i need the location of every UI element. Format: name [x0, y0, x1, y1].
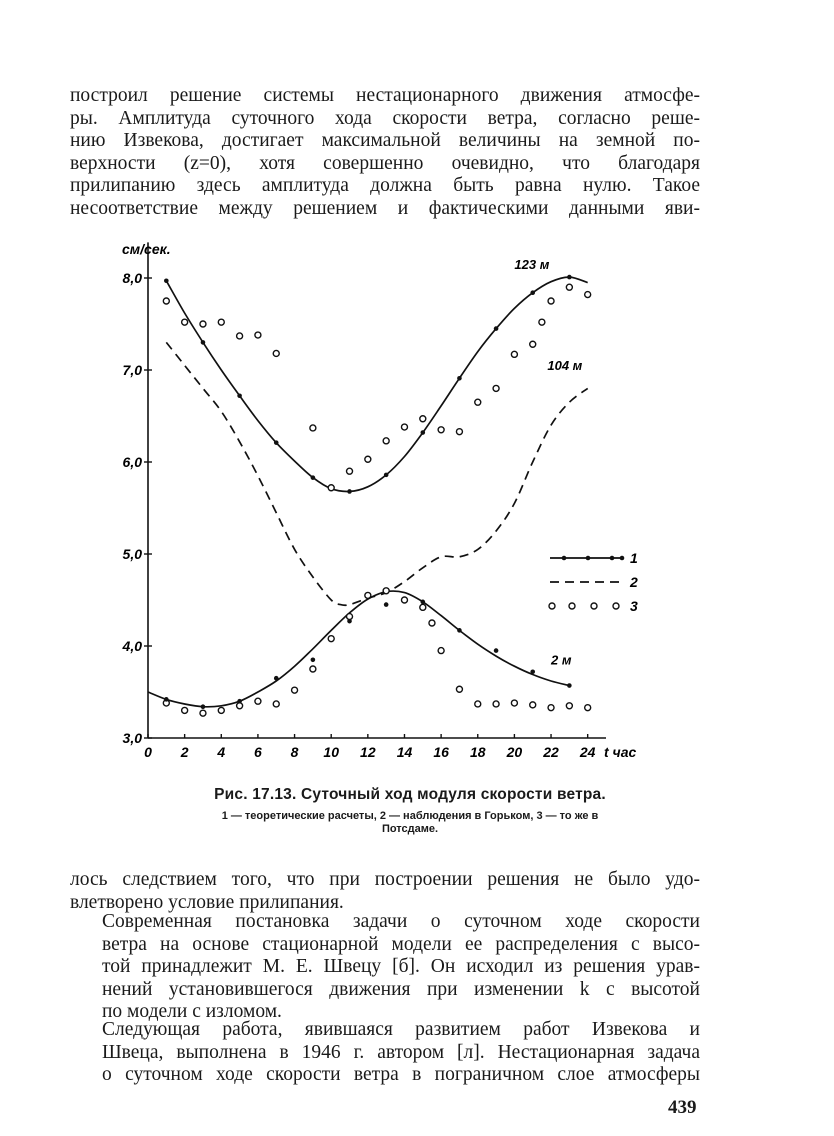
caption-legend-line: 1 — теоретические расчеты, 2 — наблюдения в Горьком, 3 — то же в	[221, 810, 599, 822]
observation-circle	[218, 707, 224, 713]
page-number: 439	[668, 1097, 697, 1118]
observation-circle	[429, 620, 435, 626]
chart-labels	[122, 241, 637, 760]
text-line: нений установившегося движения при изменении k с высотой	[102, 978, 700, 1000]
theory-dot	[530, 669, 535, 674]
x-tick-label: 22	[543, 744, 559, 760]
x-tick-label: 8	[290, 744, 299, 760]
observation-circle	[511, 351, 517, 357]
theory-dot	[164, 697, 169, 702]
text-line: влетворено условие прилипания.	[70, 891, 344, 913]
paragraph-author	[70, 1019, 700, 1087]
legend-dot	[620, 556, 625, 561]
text-line: нию Извекова, достигает максимальной величины на земной по-	[70, 130, 700, 152]
observation-circle	[566, 703, 572, 709]
x-axis-label: t час	[604, 744, 637, 760]
observation-circle	[530, 702, 536, 708]
theory-dot	[457, 376, 462, 381]
observation-circle	[475, 701, 481, 707]
theory-dot	[311, 658, 316, 663]
text-line: той принадлежит М. Е. Швецу [б]. Он исходил из решения урав-	[102, 956, 700, 978]
observation-circle	[548, 705, 554, 711]
observation-circle	[347, 614, 353, 620]
legend-dot	[610, 556, 615, 561]
observation-circle	[365, 592, 371, 598]
theory-dot	[530, 290, 535, 295]
observation-circle	[493, 701, 499, 707]
theory-dot	[494, 326, 499, 331]
x-tick-label: 4	[217, 744, 226, 760]
observation-circle	[365, 456, 371, 462]
text-line: ветра на основе стационарной модели ее распределения с высо-	[102, 933, 700, 955]
theory-dot	[201, 340, 206, 345]
x-tick-label: 24	[579, 744, 596, 760]
theory-dot	[201, 704, 206, 709]
height-label: 2 м	[551, 652, 572, 668]
observation-circle	[292, 687, 298, 693]
theory-dot	[347, 619, 352, 624]
legend-label: 2	[630, 574, 638, 590]
theory-dot	[384, 602, 389, 607]
theory-dot	[421, 600, 426, 605]
observation-circle	[200, 321, 206, 327]
observation-circle	[530, 341, 536, 347]
theory-dot	[567, 683, 572, 688]
observation-circle	[163, 298, 169, 304]
theory-dot	[164, 278, 169, 283]
observation-circle	[310, 666, 316, 672]
observation-circle	[539, 319, 545, 325]
text-line: Следующая работа, явившаяся развитием работ Извекова и	[102, 1019, 700, 1040]
y-tick-label: 4,0	[122, 638, 142, 654]
observation-circle	[401, 597, 407, 603]
observation-circle	[310, 425, 316, 431]
theory-dot	[421, 430, 426, 435]
observation-circle	[255, 332, 261, 338]
paragraph-top	[70, 85, 700, 221]
observation-circle	[328, 485, 334, 491]
observation-circle	[548, 298, 554, 304]
wind-speed-chart	[118, 236, 658, 776]
theory-dot	[237, 699, 242, 704]
x-tick-label: 16	[433, 744, 449, 760]
legend-label: 3	[630, 598, 638, 614]
text-line: лось следствием того, что при построении решения не было удо-	[70, 869, 700, 890]
y-tick-label: 3,0	[122, 730, 142, 746]
paragraph-continuation	[70, 869, 700, 914]
observation-circle	[237, 703, 243, 709]
y-tick-label: 7,0	[122, 362, 142, 378]
height-label: 123 м	[514, 256, 550, 272]
observation-circle	[401, 424, 407, 430]
y-tick-label: 8,0	[122, 270, 142, 286]
theory-dot	[237, 393, 242, 398]
observation-circle	[218, 319, 224, 325]
observation-circle	[273, 350, 279, 356]
x-tick-label: 10	[323, 744, 339, 760]
chart-ticks	[122, 270, 596, 760]
caption-legend-line: Потсдаме.	[381, 823, 439, 835]
text-line: по модели с изломом.	[102, 1001, 282, 1023]
x-tick-label: 12	[360, 744, 376, 760]
legend-circle	[569, 603, 575, 609]
chart-legend	[549, 550, 638, 614]
figure-caption	[150, 786, 670, 836]
observation-circle	[420, 604, 426, 610]
observation-circle	[328, 636, 334, 642]
text-line: несоответствие между решением и фактическими данными яви-	[70, 197, 700, 219]
solid-curve	[148, 591, 569, 707]
theory-dot	[274, 676, 279, 681]
observation-circle	[182, 707, 188, 713]
x-tick-label: 0	[144, 744, 152, 760]
legend-label: 1	[630, 550, 638, 566]
theory-dot	[347, 489, 352, 494]
legend-circle	[591, 603, 597, 609]
solid-curve	[166, 277, 587, 491]
text-line: Современная постановка задачи о суточном ходе скорости	[102, 911, 700, 932]
text-line: о суточном ходе скорости ветра в пограничном слое атмосферы	[102, 1064, 700, 1086]
x-tick-label: 6	[254, 744, 262, 760]
observation-circle	[493, 385, 499, 391]
theory-dot	[494, 648, 499, 653]
paragraph-shvets	[70, 911, 700, 1024]
legend-circle	[613, 603, 619, 609]
observation-circle	[182, 319, 188, 325]
y-tick-label: 5,0	[122, 546, 142, 562]
x-tick-label: 14	[396, 744, 413, 760]
observation-circle	[420, 416, 426, 422]
observation-circle	[273, 701, 279, 707]
observation-circle	[200, 710, 206, 716]
observation-circle	[456, 686, 462, 692]
y-axis-label: см/сек.	[122, 241, 171, 257]
text-line: Швеца, выполнена в 1946 г. автором [л]. Нестационарная задача	[102, 1041, 700, 1063]
y-tick-label: 6,0	[122, 454, 142, 470]
x-tick-label: 18	[469, 744, 486, 760]
observation-circle	[456, 429, 462, 435]
observation-circle	[438, 648, 444, 654]
theory-dot	[457, 628, 462, 633]
observation-circle	[237, 333, 243, 339]
observation-circle	[383, 588, 389, 594]
theory-dot	[567, 275, 572, 280]
observation-circle	[383, 438, 389, 444]
x-tick-label: 2	[180, 744, 189, 760]
observation-circle	[475, 399, 481, 405]
caption-title: Рис. 17.13. Суточный ход модуля скорости ветра.	[214, 786, 606, 803]
text-line: верхности (z=0), хотя совершенно очевидно, что благодаря	[70, 152, 700, 174]
observation-circle	[511, 700, 517, 706]
text-line: построил решение системы нестационарного движения атмосфе-	[70, 85, 700, 106]
height-label: 104 м	[547, 358, 583, 373]
theory-dot	[311, 475, 316, 480]
x-tick-label: 20	[506, 744, 523, 760]
observation-circle	[566, 284, 572, 290]
observation-circle	[255, 698, 261, 704]
observation-circle	[347, 468, 353, 474]
text-line: ры. Амплитуда суточного хода скорости ветра, согласно реше-	[70, 107, 700, 129]
chart-axes	[148, 242, 606, 738]
chart-curves	[148, 277, 588, 707]
observation-circle	[438, 427, 444, 433]
theory-dot	[384, 473, 389, 478]
text-line: прилипанию здесь амплитуда должна быть равна нулю. Такое	[70, 175, 700, 197]
legend-dot	[586, 556, 591, 561]
legend-circle	[549, 603, 555, 609]
observation-circle	[585, 292, 591, 298]
chart-marks	[163, 275, 590, 716]
legend-dot	[562, 556, 567, 561]
observation-circle	[585, 705, 591, 711]
caption-legend	[150, 810, 670, 836]
theory-dot	[274, 440, 279, 445]
